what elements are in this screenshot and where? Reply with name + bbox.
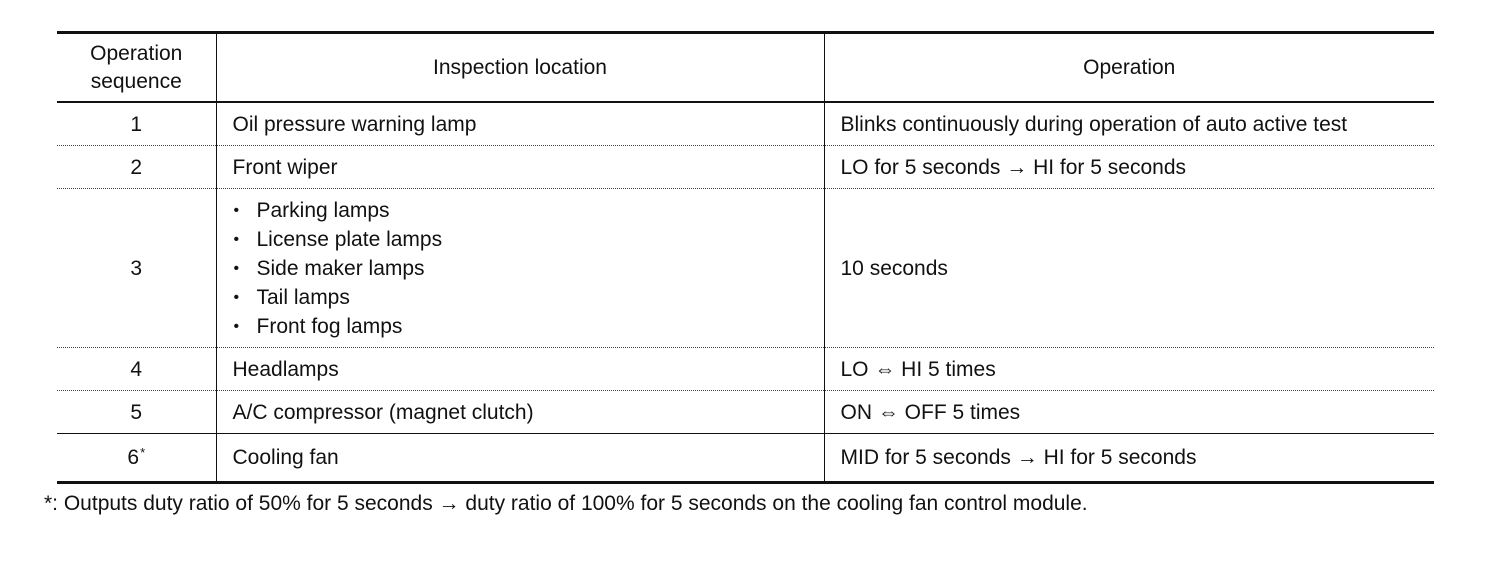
row-operation: 10 seconds bbox=[824, 189, 1434, 348]
table-row bbox=[57, 434, 1434, 483]
row-location: Cooling fan bbox=[216, 434, 824, 483]
table-row bbox=[57, 146, 1434, 189]
header-inspection-location: Inspection location bbox=[216, 33, 824, 103]
list-item bbox=[233, 312, 808, 341]
row-operation: LO for 5 seconds → HI for 5 seconds bbox=[824, 146, 1434, 189]
table-row bbox=[57, 348, 1434, 391]
header-sequence-line1: Operation bbox=[90, 41, 183, 65]
auto-active-test-table bbox=[57, 31, 1434, 484]
list-item bbox=[233, 254, 808, 283]
bullet-icon: • bbox=[233, 230, 240, 248]
row-sequence: 6 bbox=[127, 446, 140, 469]
row-location: Headlamps bbox=[216, 348, 824, 391]
list-item-label: Parking lamps bbox=[256, 198, 390, 222]
location-bullet-list bbox=[233, 196, 808, 341]
row-sequence: 5 bbox=[130, 400, 143, 424]
row-location: Oil pressure warning lamp bbox=[216, 102, 824, 146]
list-item-label: Front fog lamps bbox=[256, 314, 403, 338]
bullet-icon: • bbox=[233, 259, 240, 277]
table-row bbox=[57, 189, 1434, 348]
row-sequence-cell bbox=[57, 434, 216, 483]
header-operation: Operation bbox=[824, 33, 1434, 103]
bullet-icon: • bbox=[233, 288, 240, 306]
row-sequence: 2 bbox=[130, 155, 143, 179]
bullet-icon: • bbox=[233, 317, 240, 335]
row-operation: Blinks continuously during operation of auto active test bbox=[824, 102, 1434, 146]
list-item-label: Tail lamps bbox=[256, 285, 350, 309]
row-location: A/C compressor (magnet clutch) bbox=[216, 391, 824, 434]
footnote: *: Outputs duty ratio of 50% for 5 seconds → duty ratio of 100% for 5 seconds on the cooling fan control module. bbox=[44, 492, 1088, 515]
list-item bbox=[233, 196, 808, 225]
inspection-table-container bbox=[57, 31, 1434, 484]
list-item bbox=[233, 225, 808, 254]
table-row bbox=[57, 102, 1434, 146]
bullet-icon: • bbox=[233, 201, 240, 219]
header-sequence-line2: sequence bbox=[90, 69, 182, 93]
row-sequence: 3 bbox=[130, 256, 143, 280]
header-operation-sequence bbox=[57, 33, 216, 103]
footnote-marker: * bbox=[140, 445, 146, 460]
row-location: Front wiper bbox=[216, 146, 824, 189]
row-sequence: 4 bbox=[130, 357, 143, 381]
row-operation: MID for 5 seconds → HI for 5 seconds bbox=[824, 434, 1434, 483]
list-item-label: Side maker lamps bbox=[256, 256, 425, 280]
row-sequence: 1 bbox=[130, 112, 143, 136]
table-header-row bbox=[57, 33, 1434, 103]
row-operation: ON ⇔ OFF 5 times bbox=[824, 391, 1434, 434]
row-operation: LO ⇔ HI 5 times bbox=[824, 348, 1434, 391]
table-row bbox=[57, 391, 1434, 434]
list-item-label: License plate lamps bbox=[256, 227, 443, 251]
list-item bbox=[233, 283, 808, 312]
row-location-list-cell bbox=[216, 189, 824, 348]
